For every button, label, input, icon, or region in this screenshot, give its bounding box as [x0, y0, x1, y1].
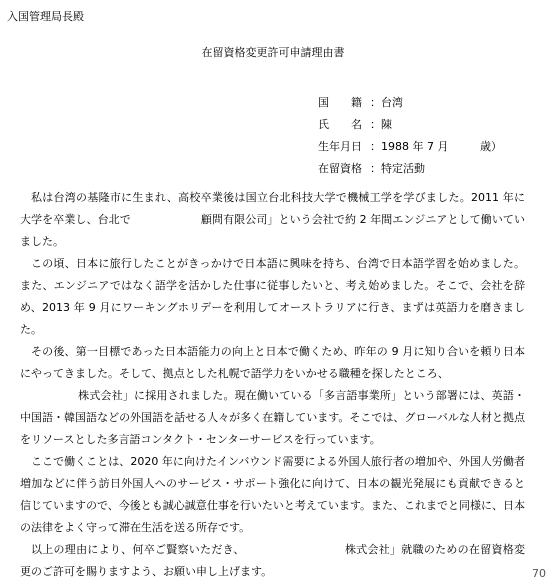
dob-value: 1988 年 7 月	[381, 140, 449, 153]
paragraph-5: 以上の理由により、何卒ご賢察いただき、 株式会社」就職のための在留資格変更のご許可を賜りますよう、お願い申し上げます。	[20, 539, 525, 583]
status-label: 在留資格	[318, 162, 362, 175]
page-number: 70	[532, 567, 546, 580]
name-label: 氏 名	[318, 118, 362, 131]
redacted-company	[449, 363, 489, 385]
paragraph-1: 私は台湾の基隆市に生まれ、高校卒業後は国立台北科技大学で機械工学を学びました。2011 年に大学を卒業し、台北で 顧問有限公司」という会社で約 2 年間エンジニアとして働いていました。	[20, 191, 526, 248]
document-title: 在留資格変更許可申請理由書	[201, 46, 345, 59]
reason-body	[20, 187, 525, 583]
paragraph-2: この頃、日本に旅行したことがきっかけで日本語に興味を持ち、台湾で日本語学習を始めました。また、エンジニアではなく語学を活かした仕事に従事したいと、考え始めました。そこで、会社を辞め、2013 年 9 月にワーキングホリデーを利用してオーストラリアに行き、まずは英語力を磨きました。	[20, 257, 525, 336]
nationality-label: 国 籍	[318, 96, 362, 109]
name-row: 氏 名 ：陳	[318, 118, 392, 131]
nationality-row: 国 籍 ：台湾	[318, 96, 403, 109]
status-value: 特定活動	[381, 162, 425, 175]
name-value: 陳	[381, 118, 392, 131]
dob-row: 生年月日 ：1988 年 7 月 歳）	[318, 140, 502, 153]
status-row: 在留資格 ：特定活動	[318, 162, 425, 175]
nationality-value: 台湾	[381, 96, 403, 109]
redacted-company-name	[245, 539, 345, 561]
redacted-company-name	[20, 385, 78, 407]
addressee: 入国管理局長殿	[7, 10, 84, 23]
paragraph-3: その後、第一目標であった日本語能力の向上と日本で働くため、昨年の 9 月に知り合いを頼り日本にやってきました。そして、拠点とした札幌で語学力をいかせる職種を探したところ、 株式会社」に採用されました。現在働いている「多言語事業所」という部署には、英語・中国語・韓国語などの外国語を話せる人々が多く在籍しています。そこでは、グローバルな人材と拠点をリソースとした多言語コンタクト・センターサービスを行っています。	[20, 345, 525, 446]
age-suffix: 歳）	[480, 140, 502, 153]
applicant-info	[318, 96, 543, 184]
paragraph-4: ここで働くことは、2020 年に向けたインバウンド需要による外国人旅行者の増加や、外国人労働者増加などに伴う訪日外国人へのサービス・サポート強化に向けて、日本の観光発展にも貢献できると信じていますので、今後とも誠心誠意仕事を行いたいと考えています。また、これまでと同様に、日本の法律をよく守って滞在生活を送る所存です。	[20, 455, 525, 534]
dob-label: 生年月日	[318, 140, 362, 153]
redacted-company	[131, 209, 201, 231]
